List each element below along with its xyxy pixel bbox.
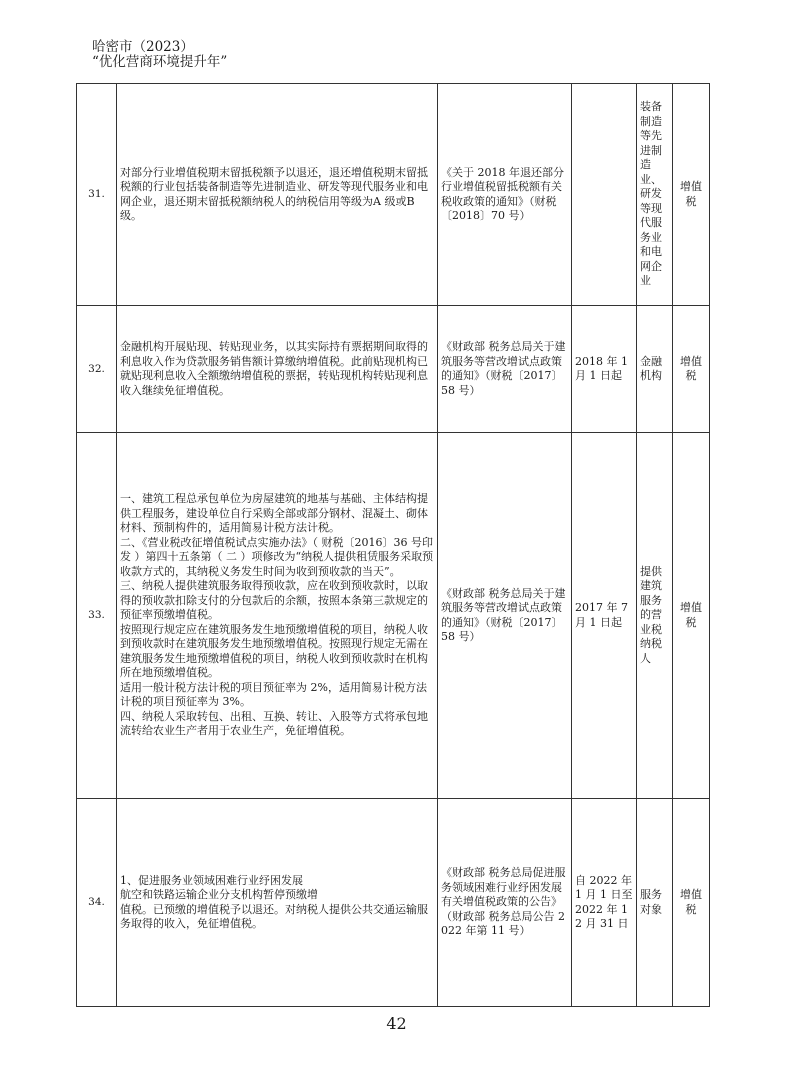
effective-date: 自 2022 年 1 月 1 日至 2022 年 12 月 31 日: [572, 799, 637, 1007]
tax-type: 增值税: [673, 799, 710, 1007]
content-paragraph: 按照现行规定应在建筑服务发生地预缴增值税的项目，纳税人收到预收款时在建筑服务发生地预缴增值税。按照现行规定无需在建筑服务发生地预缴增值税的项目，纳税人收到预收款时在机构所在地预缴增值税。: [120, 622, 428, 680]
row-number: 32.: [77, 306, 117, 433]
applicable-target: 装备制造等先进制造业、研发等现代服务业和电网企业: [637, 84, 673, 306]
content-paragraph: 一、建筑工程总承包单位为房屋建筑的地基与基础、主体结构提供工程服务，建设单位自行采购全部或部分钢材、混凝土、砌体材料、预制构件的，适用简易计税方法计税。: [120, 492, 428, 535]
tax-type: 增值税: [673, 433, 710, 799]
content-paragraph: 三、纳税人提供建筑服务取得预收款，应在收到预收款时，以取得的预收款扣除支付的分包款后的余额，按照本条第三款规定的预征率预缴增值税。: [120, 579, 428, 622]
document-header: [92, 40, 227, 70]
tax-type: 增值税: [673, 306, 710, 433]
effective-date: 2017 年 7 月 1 日起: [572, 433, 637, 799]
applicable-target: 金融机构: [637, 306, 673, 433]
policy-content: [117, 306, 438, 433]
content-paragraph: 值税。已预缴的增值税予以退还。对纳税人提供公共交通运输服务取得的收入，免征增值税。: [120, 902, 428, 930]
content-paragraph: 航空和铁路运输企业分支机构暂停预缴增: [120, 888, 318, 901]
content-paragraph: 金融机构开展贴现、转贴现业务，以其实际持有票据期间取得的利息收入作为贷款服务销售额计算缴纳增值税。此前贴现机构已就贴现利息收入全额缴纳增值税的票据，转贴现机构转贴现利息收入继续免征增值税。: [120, 340, 428, 397]
content-paragraph: 对部分行业增值税期末留抵税额予以退还，退还增值税期末留抵税额的行业包括装备制造等先进制造业、研发等现代服务业和电网企业，退还期末留抵税额纳税人的纳税信用等级为A 级或B 级。: [120, 165, 428, 222]
table-row: [77, 306, 710, 433]
table-row: [77, 84, 710, 306]
row-number: 34.: [77, 799, 117, 1007]
policy-basis: 《财政部 税务总局促进服务领域困难行业纾困发展有关增值税政策的公告》（财政部 税务总局公告 2022 年第 11 号）: [438, 799, 572, 1007]
content-paragraph: 二、《营业税改征增值税试点实施办法》（ 财税〔2016〕36 号印发 ）第四十五条第（ 二 ）项修改为“纳税人提供租赁服务采取预收款方式的，其纳税义务发生时间为收到预收款的当天”。: [120, 535, 434, 578]
page-number: 42: [386, 1014, 407, 1033]
header-line-2: “优化营商环境提升年”: [92, 54, 228, 70]
content-paragraph: 适用一般计税方法计税的项目预征率为 2%，适用简易计税方法计税的项目预征率为 3%。: [120, 680, 427, 709]
content-paragraph: 1、促进服务业领域困难行业纾困发展: [120, 873, 303, 887]
applicable-target: 提供建筑服务的营业税纳税人: [637, 433, 673, 799]
content-paragraph: 四、纳税人采取转包、出租、互换、转让、入股等方式将承包地流转给农业生产者用于农业生产，免征增值税。: [120, 709, 428, 738]
table-row: [77, 799, 710, 1007]
tax-type: 增值税: [673, 84, 710, 306]
effective-date: [572, 84, 637, 306]
policy-content: [117, 799, 438, 1007]
policy-content: [117, 433, 438, 799]
effective-date: 2018 年 1 月 1 日起: [572, 306, 637, 433]
row-number: 31.: [77, 84, 117, 306]
table-row: [77, 433, 710, 799]
policy-content: [117, 84, 438, 306]
policy-basis: 《财政部 税务总局关于建筑服务等营改增试点政策的通知》（财税〔2017〕58 号）: [438, 433, 572, 799]
header-line-1: 哈密市（2023）: [92, 39, 194, 55]
row-number: 33.: [77, 433, 117, 799]
policy-table: [76, 83, 710, 1007]
policy-basis: 《关于 2018 年退还部分行业增值税留抵税额有关税收政策的通知》（财税〔2018〕70 号）: [438, 84, 572, 306]
policy-basis: 《财政部 税务总局关于建筑服务等营改增试点政策的通知》（财税〔2017〕58 号）: [438, 306, 572, 433]
applicable-target: 服务对象: [637, 799, 673, 1007]
